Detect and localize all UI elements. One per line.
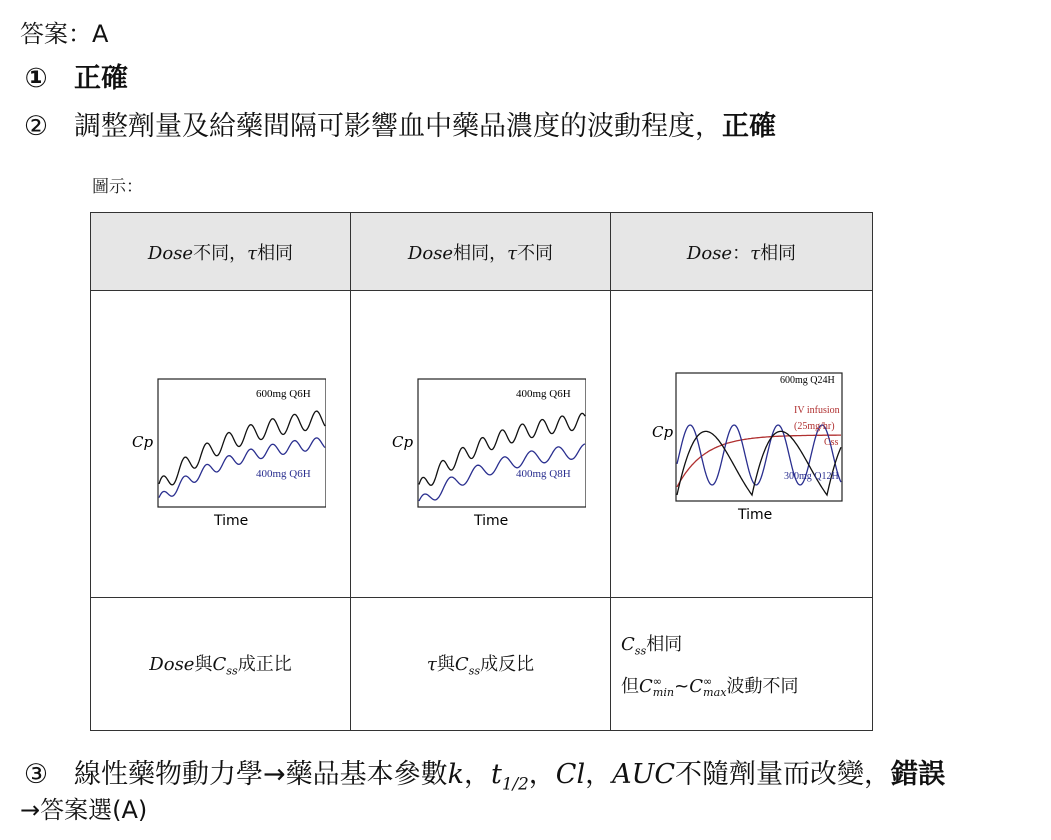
series-label-iv-rate: (25mg/hr): [793, 421, 835, 432]
table-header-row: [91, 213, 873, 291]
item-3: ③ 線性藥物動力學→藥品基本參數k，$t_{1/2}$，Cl，AUC不隨劑量而改變，錯誤: [20, 752, 945, 793]
x-axis-label: Time: [213, 513, 248, 529]
figure-label: 圖示：: [92, 177, 143, 197]
footer-cell-2: τ與$C_{ss}$成反比: [351, 598, 611, 731]
pk-graph-dose-varies: [116, 359, 326, 529]
series-label-300mg-q12h: 300mg Q12H: [783, 471, 839, 482]
table-footer-row: [91, 598, 873, 731]
series-label-iv-infusion: IV infusion: [793, 405, 840, 416]
y-axis-label: Cp: [391, 433, 413, 451]
series-label-600mg-q24h: 600mg Q24H: [779, 375, 835, 386]
item-2-verdict: 正確: [722, 111, 776, 142]
item-3-verdict: 錯誤: [891, 759, 946, 790]
item-2-text: 調整劑量及給藥間隔可影響血中藥品濃度的波動程度，: [74, 111, 722, 142]
footer-css-same: $C_{ss}$相同: [621, 634, 683, 658]
item-3-number: ③: [23, 759, 49, 790]
pk-graph-same-rate: [632, 359, 852, 529]
curve-600mg-q24h: [677, 431, 841, 495]
y-axis-label: Cp: [131, 433, 153, 451]
footer-cell-3: [611, 598, 873, 731]
series-label-600mg-q6h: 600mg Q6H: [255, 388, 311, 400]
item-2-number: ②: [23, 111, 49, 142]
comparison-table: [90, 212, 873, 731]
item-1: [20, 56, 128, 95]
series-label-400mg-q6h: 400mg Q6H: [515, 388, 571, 400]
x-axis-label: Time: [473, 513, 508, 529]
item-2: [20, 104, 776, 143]
conclusion-line: →答案選(A): [20, 796, 148, 824]
footer-fluctuation-differs: 但C ∞ min ~C ∞ max 波動不同: [621, 674, 799, 699]
pk-graph-interval-varies: [376, 359, 586, 529]
table-graph-row: [91, 291, 873, 598]
graph-cell-3: [611, 291, 873, 598]
header-cell-2: Dose相同，τ不同: [351, 213, 611, 291]
footer-cell-1: Dose與$C_{ss}$成正比: [91, 598, 351, 731]
y-axis-label: Cp: [651, 423, 673, 441]
graph-cell-1: [91, 291, 351, 598]
item-1-text: 正確: [74, 63, 128, 94]
header-cell-1: Dose不同，τ相同: [91, 213, 351, 291]
series-label-400mg-q6h: 400mg Q6H: [255, 468, 311, 480]
x-axis-label: Time: [737, 507, 772, 523]
graph-cell-2: [351, 291, 611, 598]
series-label-400mg-q8h: 400mg Q8H: [515, 468, 571, 480]
item-1-number: ①: [24, 63, 48, 94]
answer-line: 答案：A: [20, 20, 109, 48]
css-label: Css: [823, 437, 838, 448]
header-cell-3: Dose：τ相同: [611, 213, 873, 291]
